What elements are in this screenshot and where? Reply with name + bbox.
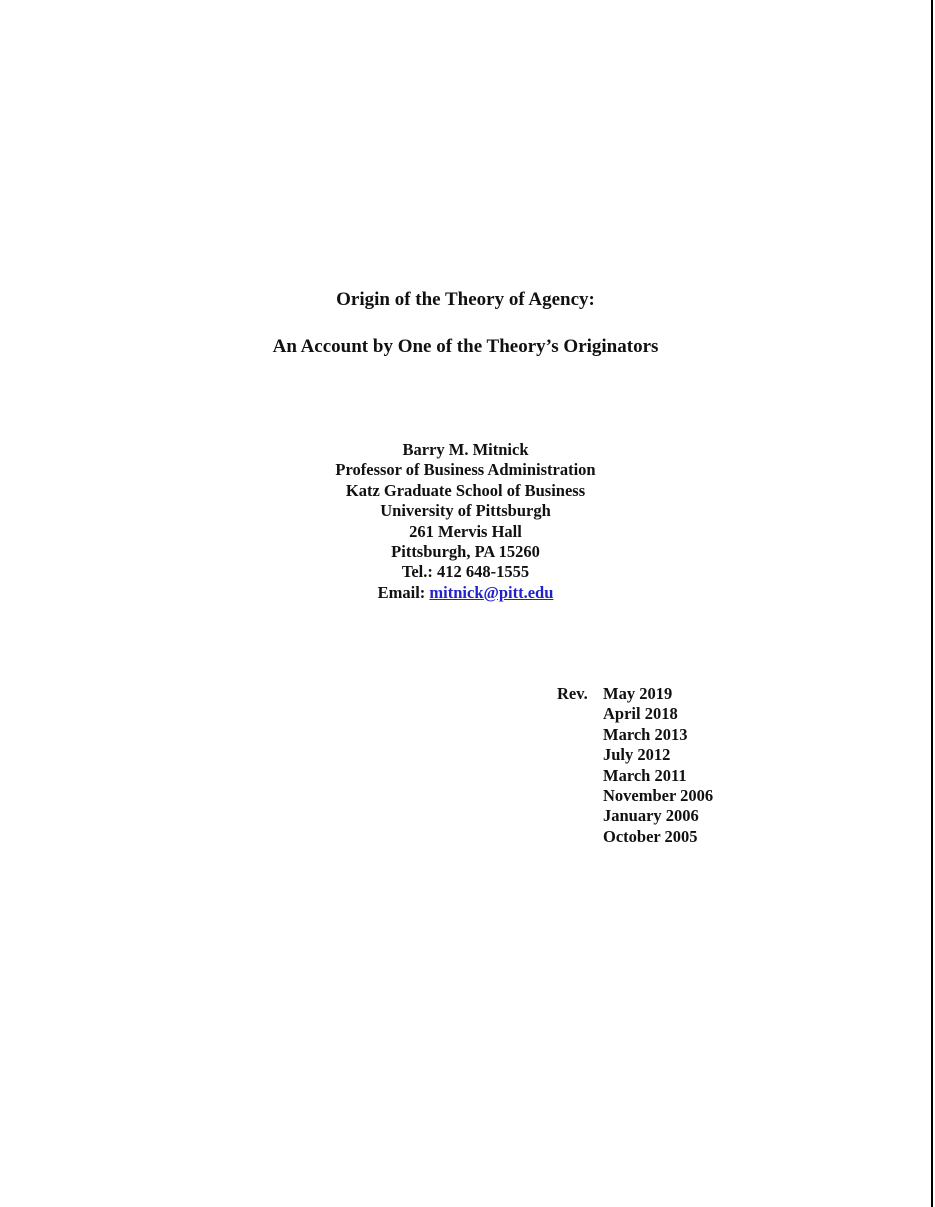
revision-date: April 2018 [603, 704, 678, 724]
author-info [0, 440, 931, 603]
revision-row [557, 766, 713, 786]
author-university: University of Pittsburgh [380, 501, 551, 521]
revision-label: Rev. [557, 684, 588, 703]
author-position: Professor of Business Administration [335, 460, 596, 480]
revision-row [557, 827, 713, 847]
revision-date: January 2006 [603, 806, 699, 826]
revision-date: May 2019 [603, 684, 673, 703]
revision-date: March 2013 [603, 724, 688, 744]
author-school: Katz Graduate School of Business [345, 480, 586, 500]
revision-row [557, 745, 713, 765]
author-email-line [0, 583, 931, 603]
author-phone: Tel.: 412 648-1555 [401, 562, 530, 582]
revision-row [557, 786, 713, 806]
revision-row [557, 806, 713, 826]
email-link[interactable]: mitnick@pitt.edu [429, 582, 554, 602]
revision-date: March 2011 [603, 765, 687, 785]
revision-date: October 2005 [603, 826, 698, 846]
author-name: Barry M. Mitnick [402, 440, 529, 459]
paper-title: Origin of the Theory of Agency: [336, 289, 595, 310]
revision-row [557, 704, 713, 724]
revision-history [557, 684, 713, 847]
revision-row [557, 725, 713, 745]
revision-date: July 2012 [603, 745, 671, 765]
email-label: Email: [377, 582, 426, 602]
author-office: 261 Mervis Hall [409, 521, 522, 541]
author-city: Pittsburgh, PA 15260 [391, 542, 540, 562]
paper-subtitle: An Account by One of the Theory’s Originators [272, 336, 659, 357]
revision-date: November 2006 [603, 786, 714, 806]
page-border [931, 0, 933, 1207]
revision-row [557, 684, 713, 704]
